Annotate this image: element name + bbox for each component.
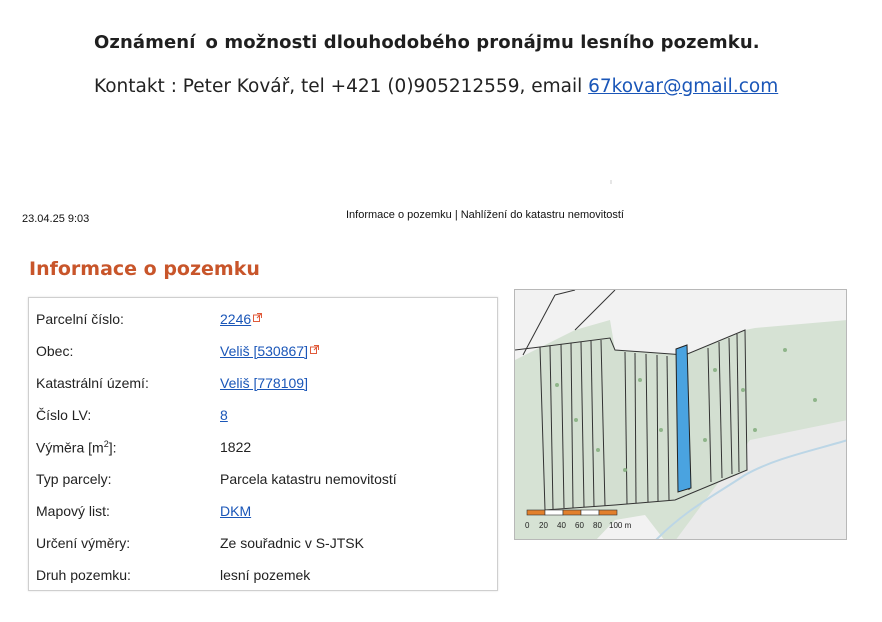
row-cadastral-area xyxy=(29,375,497,399)
area-label xyxy=(36,439,116,456)
print-header-title: Informace o pozemku | Nahlížení do katastru nemovitostí xyxy=(346,209,624,221)
scale-label-80: 80 xyxy=(593,521,602,530)
scale-label-0: 0 xyxy=(525,521,530,530)
row-area xyxy=(29,439,497,463)
notice-title-word: Oznámení xyxy=(94,32,196,53)
scale-labels xyxy=(525,521,632,530)
municipality-link[interactable] xyxy=(220,343,319,359)
land-type-value: lesní pozemek xyxy=(220,567,311,583)
contact-text: Kontakt : Peter Kovář, tel +421 (0)905212559, email xyxy=(94,76,589,97)
cadastral-map[interactable] xyxy=(514,289,847,540)
municipality-label: Obec: xyxy=(36,343,74,359)
external-link-icon xyxy=(310,345,319,354)
area-value: 1822 xyxy=(220,439,252,455)
parcel-type-value: Parcela katastru nemovitostí xyxy=(220,471,397,487)
row-area-determination xyxy=(29,535,497,559)
area-label-sup: 2 xyxy=(103,439,109,449)
print-date: 23.04.25 9:03 xyxy=(22,213,90,225)
scale-bar xyxy=(527,510,617,515)
row-lv-number xyxy=(29,407,497,431)
scale-label-40: 40 xyxy=(557,521,566,530)
parcel-number-label: Parcelní číslo: xyxy=(36,311,124,327)
contact-line xyxy=(94,76,778,97)
land-type-label: Druh pozemku: xyxy=(36,567,131,583)
parcel-type-label: Typ parcely: xyxy=(36,471,112,487)
lv-number-label: Číslo LV: xyxy=(36,407,92,423)
area-determination-label: Určení výměry: xyxy=(36,535,131,551)
scale-label-60: 60 xyxy=(575,521,584,530)
section-title: Informace o pozemku xyxy=(29,258,260,280)
lv-number-link[interactable]: 8 xyxy=(220,407,228,423)
row-map-sheet xyxy=(29,503,497,527)
contact-email-link[interactable]: 67kovar@gmail.com xyxy=(588,76,779,97)
row-parcel-number xyxy=(29,311,497,335)
map-sheet-link[interactable]: DKM xyxy=(220,503,252,519)
area-label-end: ]: xyxy=(108,439,117,456)
scan-speck xyxy=(610,180,612,184)
row-parcel-type xyxy=(29,471,497,495)
notice-title xyxy=(94,32,760,53)
area-determination-value: Ze souřadnic v S-JTSK xyxy=(220,535,364,551)
parcel-info-box xyxy=(28,297,498,591)
map-canvas xyxy=(515,290,847,540)
notice-title-rest: o možnosti dlouhodobého pronájmu lesního pozemku. xyxy=(205,32,760,53)
scale-label-20: 20 xyxy=(539,521,548,530)
map-sheet-label: Mapový list: xyxy=(36,503,110,519)
external-link-icon xyxy=(253,313,262,322)
cadastral-area-label: Katastrální území: xyxy=(36,375,149,391)
cadastral-area-link[interactable]: Veliš [778109] xyxy=(220,375,308,391)
scale-label-100: 100 m xyxy=(609,521,632,530)
area-label-text: Výměra [m xyxy=(36,439,104,456)
parcel-number-link[interactable] xyxy=(220,311,262,327)
parcel-number-value: 2246 xyxy=(220,311,252,327)
row-land-type xyxy=(29,567,497,591)
municipality-value: Veliš [530867] xyxy=(220,343,308,359)
row-municipality xyxy=(29,343,497,367)
